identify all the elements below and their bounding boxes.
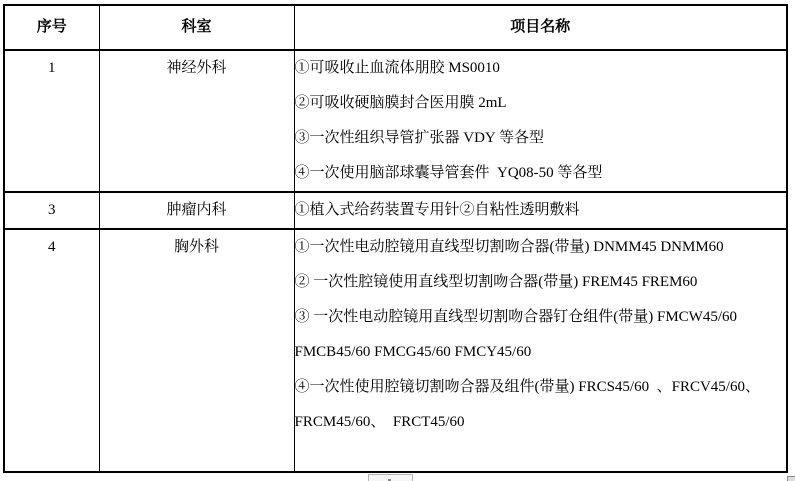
item-line: ③ 一次性电动腔镜用直线型切割吻合器钉仓组件(带量) FMCW45/60 xyxy=(294,309,738,325)
item-line: ④一次使用脑部球囊导管套件 YQ08-50 等各型 xyxy=(294,165,603,181)
items-cell xyxy=(294,192,787,229)
table-row xyxy=(4,229,787,472)
department-cell: 肿瘤内科 xyxy=(99,192,294,229)
item-line: ③一次性组织导管扩张器 VDY 等各型 xyxy=(294,130,544,146)
item-line: ② 一次性腔镜使用直线型切割吻合器(带量) FREM45 FREM60 xyxy=(294,274,698,290)
item-line: ②可吸收硬脑膜封合医用膜 2mL xyxy=(294,95,507,111)
item-line: FMCB45/60 FMCG45/60 FMCY45/60 xyxy=(294,344,532,360)
table-row xyxy=(4,50,787,192)
serial-cell: 3 xyxy=(4,192,99,229)
serial-cell: 4 xyxy=(4,229,99,472)
scrollbar-corner-fragment xyxy=(787,476,795,481)
table-row xyxy=(4,192,787,229)
header-cell-department: 科室 xyxy=(99,5,294,50)
department-cell: 神经外科 xyxy=(99,50,294,192)
item-line: ①一次性电动腔镜用直线型切割吻合器(带量) DNMM45 DNMM60 xyxy=(294,239,724,255)
procurement-items-table xyxy=(3,4,788,473)
items-cell xyxy=(294,229,787,472)
table-header-row xyxy=(4,5,787,50)
serial-cell: 1 xyxy=(4,50,99,192)
item-line: ④一次性使用腔镜切割吻合器及组件(带量) FRCS45/60 、FRCV45/60、 xyxy=(294,379,760,395)
items-cell xyxy=(294,50,787,192)
horizontal-scrollbar-thumb[interactable] xyxy=(368,474,413,481)
item-line: ①植入式给药装置专用针②自粘性透明敷料 xyxy=(294,202,580,218)
header-cell-serial: 序号 xyxy=(4,5,99,50)
header-cell-project-name: 项目名称 xyxy=(294,5,787,50)
item-line: ①可吸收止血流体朋胶 MS0010 xyxy=(294,60,500,76)
department-cell: 胸外科 xyxy=(99,229,294,472)
item-line: FRCM45/60、 FRCT45/60 xyxy=(294,414,465,430)
